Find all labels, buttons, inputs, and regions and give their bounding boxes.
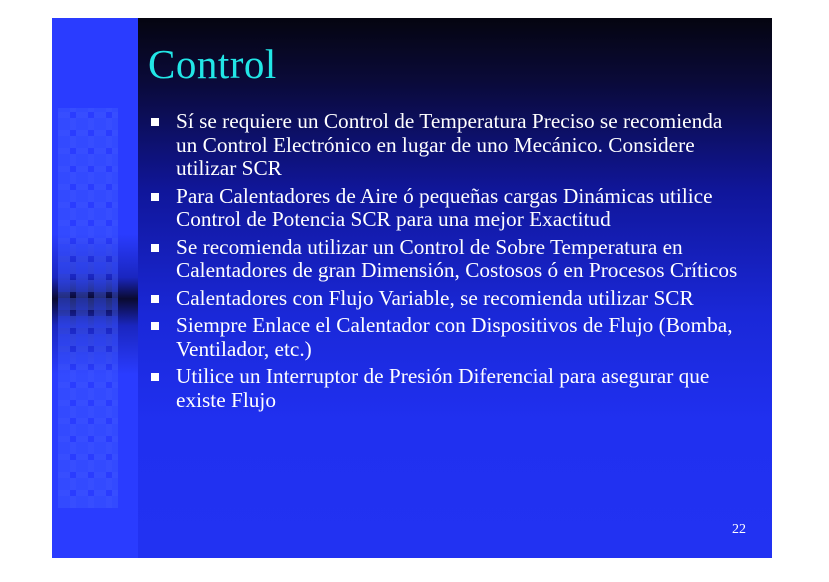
bullet-text: Utilice un Interruptor de Presión Diferencial para asegurar que existe Flujo xyxy=(176,364,710,412)
bullet-text: Para Calentadores de Aire ó pequeñas cargas Dinámicas utilice Control de Potencia SCR para una mejor Exactitud xyxy=(176,183,713,231)
bullet-item xyxy=(148,287,748,311)
square-bullet-icon xyxy=(151,373,159,381)
left-decorative-band xyxy=(52,18,138,558)
square-bullet-icon xyxy=(151,295,159,303)
bullet-item xyxy=(148,365,748,412)
bullet-text: Calentadores con Flujo Variable, se recomienda utilizar SCR xyxy=(176,285,694,310)
bullet-item xyxy=(148,185,748,232)
bullet-text: Se recomienda utilizar un Control de Sobre Temperatura en Calentadores de gran Dimensión, Costosos ó en Procesos Críticos xyxy=(176,234,738,282)
bullet-item xyxy=(148,236,748,283)
bullet-list xyxy=(148,110,748,416)
slide-title: Control xyxy=(148,41,277,87)
bullet-item xyxy=(148,314,748,361)
square-bullet-icon xyxy=(151,322,159,330)
square-bullet-icon xyxy=(151,244,159,252)
bullet-text: Siempre Enlace el Calentador con Dispositivos de Flujo (Bomba, Ventilador, etc.) xyxy=(176,313,733,361)
bullet-item xyxy=(148,110,748,181)
square-pattern-decoration xyxy=(58,108,118,508)
square-bullet-icon xyxy=(151,193,159,201)
page-number: 22 xyxy=(732,522,746,537)
bullet-text: Sí se requiere un Control de Temperatura Preciso se recomienda un Control Electrónico en lugar de uno Mecánico. Considere utilizar SCR xyxy=(176,109,723,180)
square-bullet-icon xyxy=(151,118,159,126)
slide xyxy=(52,18,772,558)
